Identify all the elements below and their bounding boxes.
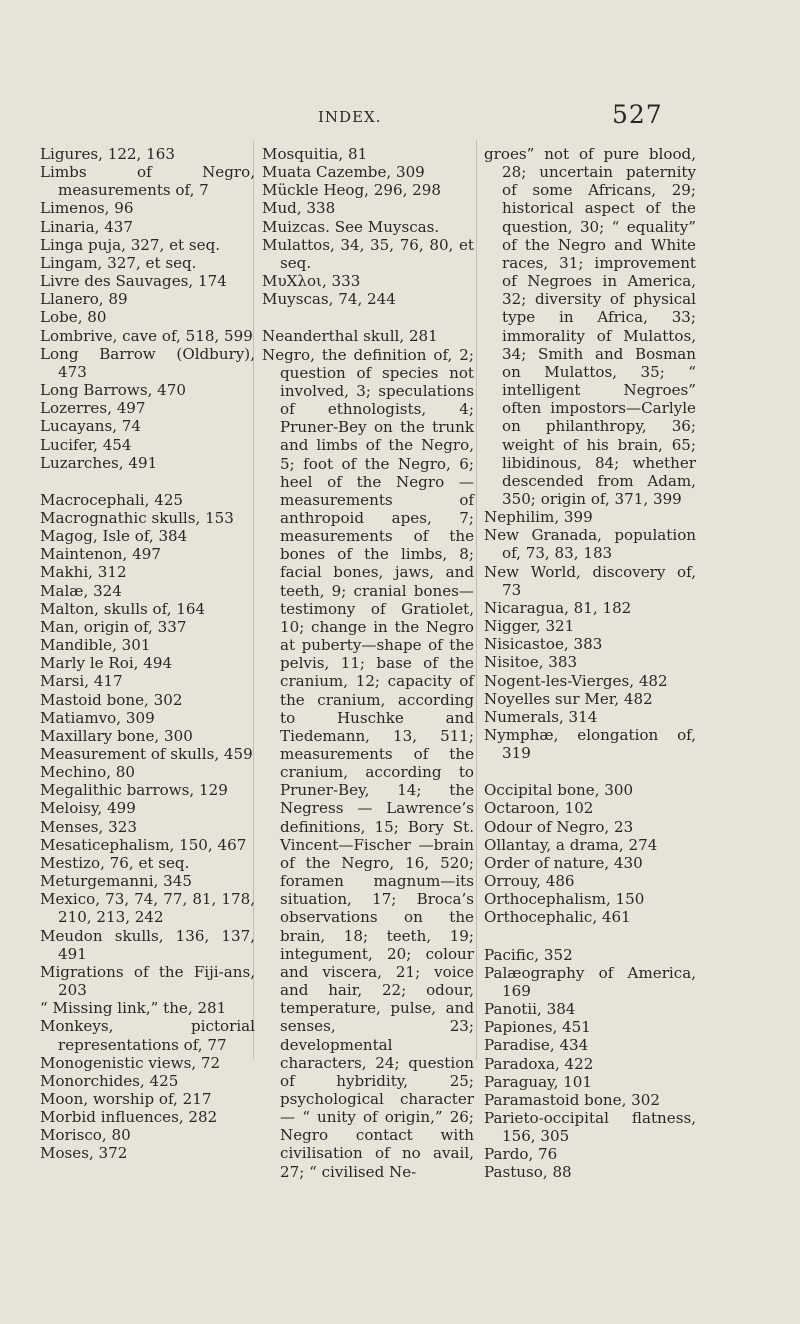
index-entry: Mastoid bone, 302 bbox=[40, 690, 183, 709]
index-entry: Nigger, 321 bbox=[484, 617, 575, 636]
index-column-3 bbox=[484, 145, 696, 1182]
index-entry: Matiamvo, 309 bbox=[40, 708, 155, 727]
index-entry: Noyelles sur Mer, 482 bbox=[484, 689, 653, 708]
index-entry: Marly le Roi, 494 bbox=[40, 654, 173, 673]
index-entry: Monkeys, pictorial representations of, 77 bbox=[40, 1017, 255, 1054]
index-entry: Nogent-les-Vierges, 482 bbox=[484, 671, 668, 690]
index-entry: Orthocephalic, 461 bbox=[484, 908, 631, 927]
index-entry: Makhi, 312 bbox=[40, 563, 127, 582]
index-entry: Linga puja, 327, et seq. bbox=[40, 235, 221, 254]
index-entry: Nephilim, 399 bbox=[484, 508, 593, 527]
index-entry: Ligures, 122, 163 bbox=[40, 145, 175, 163]
index-column-1 bbox=[40, 145, 255, 1163]
index-entry: Neanderthal skull, 281 bbox=[262, 327, 438, 346]
index-entry: Llanero, 89 bbox=[40, 290, 128, 309]
index-entry: Long Barrow (Oldbury), 473 bbox=[40, 344, 255, 381]
index-entry: Order of nature, 430 bbox=[484, 853, 643, 872]
index-entry: Muata Cazembe, 309 bbox=[262, 163, 425, 182]
index-entry: Malæ, 324 bbox=[40, 581, 122, 600]
index-entry: Nicaragua, 81, 182 bbox=[484, 598, 632, 617]
column-rule bbox=[476, 140, 477, 1060]
index-entry: Man, origin of, 337 bbox=[40, 617, 187, 636]
index-entry: Paramastoid bone, 302 bbox=[484, 1090, 660, 1109]
index-entry: Parieto-occipital flatness, 156, 305 bbox=[484, 1108, 696, 1146]
index-entry: Pastuso, 88 bbox=[484, 1163, 572, 1182]
index-entry: Macrocephali, 425 bbox=[40, 490, 184, 509]
index-entry: Livre des Sauvages, 174 bbox=[40, 272, 227, 291]
index-entry: Nymphæ, elongation of, 319 bbox=[484, 726, 696, 763]
index-entry: Moses, 372 bbox=[40, 1144, 128, 1163]
index-entry: Mückle Heog, 296, 298 bbox=[262, 181, 441, 200]
index-entry: Mandible, 301 bbox=[40, 636, 151, 655]
index-entry: Monogenistic views, 72 bbox=[40, 1053, 221, 1072]
index-entry: Marsi, 417 bbox=[40, 672, 123, 691]
index-entry: Megalithic barrows, 129 bbox=[40, 781, 228, 800]
index-entry: Lingam, 327, et seq. bbox=[40, 253, 197, 272]
index-entry: Muyscas, 74, 244 bbox=[262, 290, 396, 309]
index-entry: Nisitoe, 383 bbox=[484, 653, 578, 672]
index-entry: Monorchides, 425 bbox=[40, 1071, 179, 1090]
index-entry: Linaria, 437 bbox=[40, 217, 134, 236]
index-entry: Negro, the definition of, 2; question of species not involved, 3; speculations of ethnologists, 4; Pruner-Bey on the trunk and limbs of the Negro, 5; foot of the Negro, 6; heel of the Negro — measurements of anthropoid apes, 7; measurements of the bones of the limbs, 8; facial bones, jaws, and teeth, 9; cranial bones—testimony of Gratiolet, 10; change in the Negro at puberty—shape of the pelvis, 11; base of the cranium, 12; capacity of the cranium, according to Huschke and Tiedemann, 13, 511; measurements of the cranium, according to Pruner-Bey, 14; the Negress — Lawrence’s definitions, 15; Bory St. Vincent—Fischer —brain of the Negro, 16, 520; foramen magnum—its situation, 17; Broca’s observations on the brain, 18; teeth, 19; integument, 20; colour and viscera, 21; voice and hair, 22; odour, temperature, pulse, and senses, 23; developmental characters, 24; question of hybridity, 25; psychological character — “ unity of origin,” 26; Negro contact with civilisation of no avail, 27; “ civilised Ne- bbox=[262, 345, 474, 1181]
index-entry: Pardo, 76 bbox=[484, 1145, 558, 1164]
index-entry: Octaroon, 102 bbox=[484, 799, 594, 818]
index-entry: Nisicastoe, 383 bbox=[484, 635, 603, 654]
index-entry: groes” not of pure blood, 28; uncertain paternity of some Africans, 29; historical aspect of the question, 30; “ equality” of the Negro and White races, 31; improvement of Negroes in America, 32; diversity of physical type in Africa, 33; immorality of Mulattos, 34; Smith and Bosman on Mulattos, 35; “ intelligent Negroes” often impostors—Carlyle on philanthropy, 36; weight of his brain, 65; libidinous, 84; whether descended from Adam, 350; origin of, 371, 399 bbox=[484, 145, 696, 508]
index-entry: Moon, worship of, 217 bbox=[40, 1089, 212, 1108]
index-entry: Meturgemanni, 345 bbox=[40, 872, 192, 891]
index-entry: Meloisy, 499 bbox=[40, 799, 136, 818]
index-entry: Palæography of America, 169 bbox=[484, 963, 696, 1000]
index-entry: Mechino, 80 bbox=[40, 763, 135, 782]
index-entry: Odour of Negro, 23 bbox=[484, 817, 634, 836]
index-entry: Measurement of skulls, 459 bbox=[40, 745, 253, 763]
index-entry: Long Barrows, 470 bbox=[40, 381, 186, 400]
index-entry: Magog, Isle of, 384 bbox=[40, 527, 188, 546]
index-entry: Luzarches, 491 bbox=[40, 453, 158, 472]
index-entry: Panotii, 384 bbox=[484, 1000, 576, 1019]
index-entry: Mexico, 73, 74, 77, 81, 178, 210, 213, 242 bbox=[40, 890, 255, 927]
index-entry: Mosquitia, 81 bbox=[262, 145, 368, 163]
index-entry: Lucayans, 74 bbox=[40, 417, 141, 436]
index-entry: Ollantay, a drama, 274 bbox=[484, 835, 658, 854]
index-entry: Papiones, 451 bbox=[484, 1018, 591, 1037]
index-entry: Mesaticephalism, 150, 467 bbox=[40, 835, 247, 854]
index-entry: Orrouy, 486 bbox=[484, 872, 575, 891]
index-entry: Lombrive, cave of, 518, 599 bbox=[40, 326, 253, 345]
index-entry: Numerals, 314 bbox=[484, 707, 598, 726]
index-column-2 bbox=[262, 145, 474, 1181]
index-entry: Maintenon, 497 bbox=[40, 545, 161, 564]
index-entry: Lobe, 80 bbox=[40, 308, 107, 327]
index-entry: Mestizo, 76, et seq. bbox=[40, 853, 190, 872]
index-entry: Orthocephalism, 150 bbox=[484, 890, 645, 909]
index-entry: Morbid influences, 282 bbox=[40, 1108, 218, 1127]
index-entry: ΜυΧλοι, 333 bbox=[262, 272, 361, 291]
index-entry: Mud, 338 bbox=[262, 199, 336, 218]
index-entry: Limenos, 96 bbox=[40, 199, 134, 218]
index-entry: Pacific, 352 bbox=[484, 945, 573, 964]
index-entry: New Granada, population of, 73, 83, 183 bbox=[484, 526, 696, 563]
index-entry: Paradoxa, 422 bbox=[484, 1054, 594, 1073]
page-header bbox=[0, 100, 800, 134]
index-entry: Lozerres, 497 bbox=[40, 399, 146, 418]
index-entry: Menses, 323 bbox=[40, 817, 137, 836]
running-title: INDEX. bbox=[318, 108, 382, 126]
index-entry: Paradise, 434 bbox=[484, 1036, 589, 1055]
index-entry: Muizcas. See Muyscas. bbox=[262, 217, 440, 236]
index-entry: Migrations of the Fiji-ans, 203 bbox=[40, 962, 255, 1000]
index-entry: New World, discovery of, 73 bbox=[484, 562, 696, 599]
index-entry: Meudon skulls, 136, 137, 491 bbox=[40, 926, 255, 963]
index-entry: Malton, skulls of, 164 bbox=[40, 599, 206, 618]
index-entry: Occipital bone, 300 bbox=[484, 781, 634, 800]
index-entry: Paraguay, 101 bbox=[484, 1072, 592, 1091]
page-number: 527 bbox=[612, 100, 663, 129]
index-entry: Maxillary bone, 300 bbox=[40, 726, 193, 745]
index-entry: Lucifer, 454 bbox=[40, 435, 132, 454]
index-entry: Morisco, 80 bbox=[40, 1126, 131, 1145]
index-entry: Limbs of Negro, measurements of, 7 bbox=[40, 163, 255, 200]
index-entry: “ Missing link,” the, 281 bbox=[40, 999, 227, 1018]
index-entry: Mulattos, 34, 35, 76, 80, et seq. bbox=[262, 235, 474, 272]
index-entry: Macrognathic skulls, 153 bbox=[40, 508, 234, 527]
